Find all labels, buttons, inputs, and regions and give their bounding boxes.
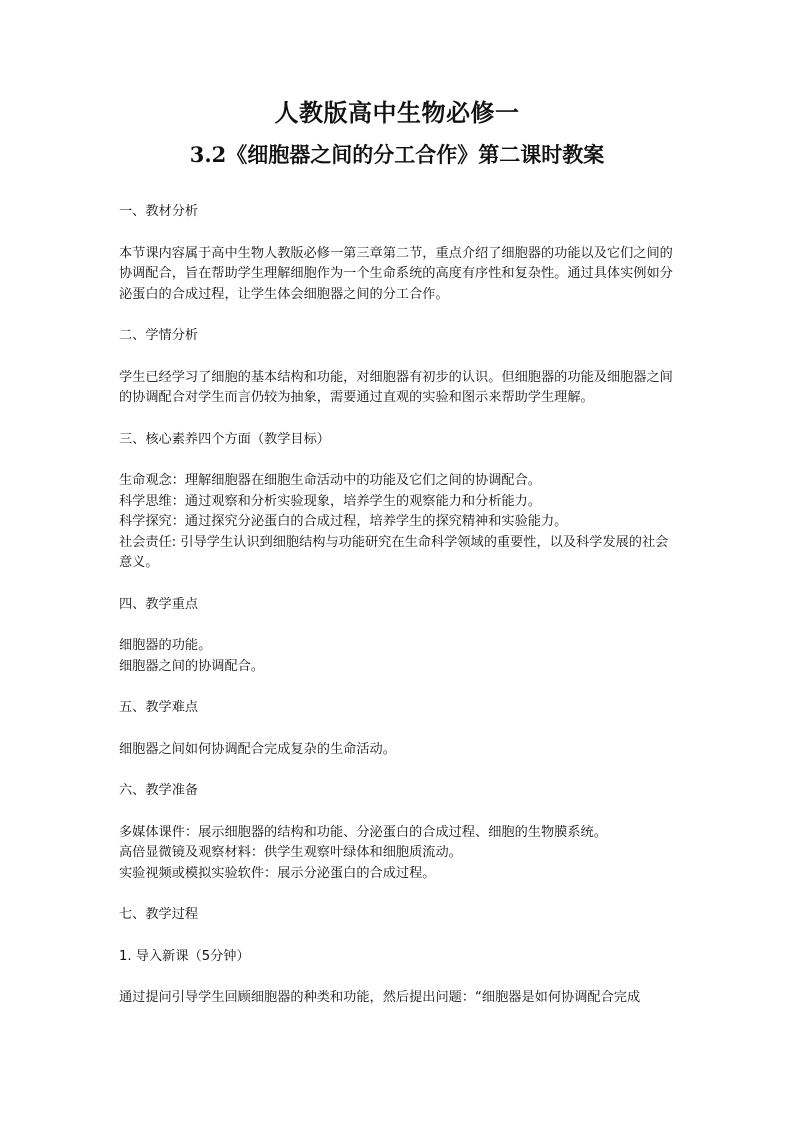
document-title: 人教版高中生物必修一 bbox=[274, 99, 520, 127]
section-heading-student-analysis: 二、学情分析 bbox=[119, 328, 199, 343]
core-literacy-life-concept: 生命观念：理解细胞器在细胞生命活动中的功能及它们之间的协调配合。 bbox=[119, 473, 541, 488]
step-title-introduction: 1. 导入新课（5分钟） bbox=[119, 948, 250, 964]
document-subtitle: 3.2《细胞器之间的分工合作》第二课时教案 bbox=[189, 142, 605, 167]
document-body bbox=[119, 186, 675, 1009]
section-text-textbook-analysis: 本节课内容属于高中生物人教版必修一第三章第二节，重点介绍了细胞器的功能以及它们之间的协调配合，旨在帮助学生理解细胞作为一个生命系统的高度有序性和复杂性。通过具体实例如分泌蛋白的合成过程，让学生体会细胞器之间的分工合作。 bbox=[119, 245, 673, 302]
key-point-item: 细胞器之间的协调配合。 bbox=[119, 658, 265, 674]
preparation-item: 实验视频或模拟实验软件：展示分泌蛋白的合成过程。 bbox=[119, 865, 436, 881]
preparation-item: 多媒体课件：展示细胞器的结构和功能、分泌蛋白的合成过程、细胞的生物膜系统。 bbox=[119, 824, 607, 840]
core-literacy-social-responsibility: 社会责任: 引导学生认识到细胞结构与功能研究在生命科学领域的重要性，以及科学发展的社会意义。 bbox=[119, 534, 669, 570]
section-heading-preparation: 六、教学准备 bbox=[119, 783, 199, 798]
section-heading-teaching-process: 七、教学过程 bbox=[119, 907, 199, 922]
section-heading-core-literacy: 三、核心素养四个方面（教学目标） bbox=[119, 431, 330, 447]
section-heading-key-points: 四、教学重点 bbox=[119, 596, 199, 612]
section-text-student-analysis: 学生已经学习了细胞的基本结构和功能，对细胞器有初步的认识。但细胞器的功能及细胞器之间的协调配合对学生而言仍较为抽象，需要通过直观的实验和图示来帮助学生理解。 bbox=[119, 369, 673, 405]
core-literacy-scientific-thinking: 科学思维：通过观察和分析实验现象，培养学生的观察能力和分析能力。 bbox=[119, 493, 541, 509]
core-literacy-scientific-inquiry: 科学探究：通过探究分泌蛋白的合成过程，培养学生的探究精神和实验能力。 bbox=[119, 514, 568, 529]
key-point-item: 细胞器的功能。 bbox=[119, 638, 212, 653]
step-text-introduction: 通过提问引导学生回顾细胞器的种类和功能，然后提出问题：“细胞器是如何协调配合完成 bbox=[119, 990, 641, 1005]
section-heading-textbook-analysis: 一、教材分析 bbox=[119, 204, 199, 219]
preparation-item: 高倍显微镜及观察材料：供学生观察叶绿体和细胞质流动。 bbox=[119, 845, 462, 860]
section-text-difficulties: 细胞器之间如何协调配合完成复杂的生命活动。 bbox=[119, 741, 396, 757]
section-heading-difficulties: 五、教学难点 bbox=[119, 700, 199, 715]
